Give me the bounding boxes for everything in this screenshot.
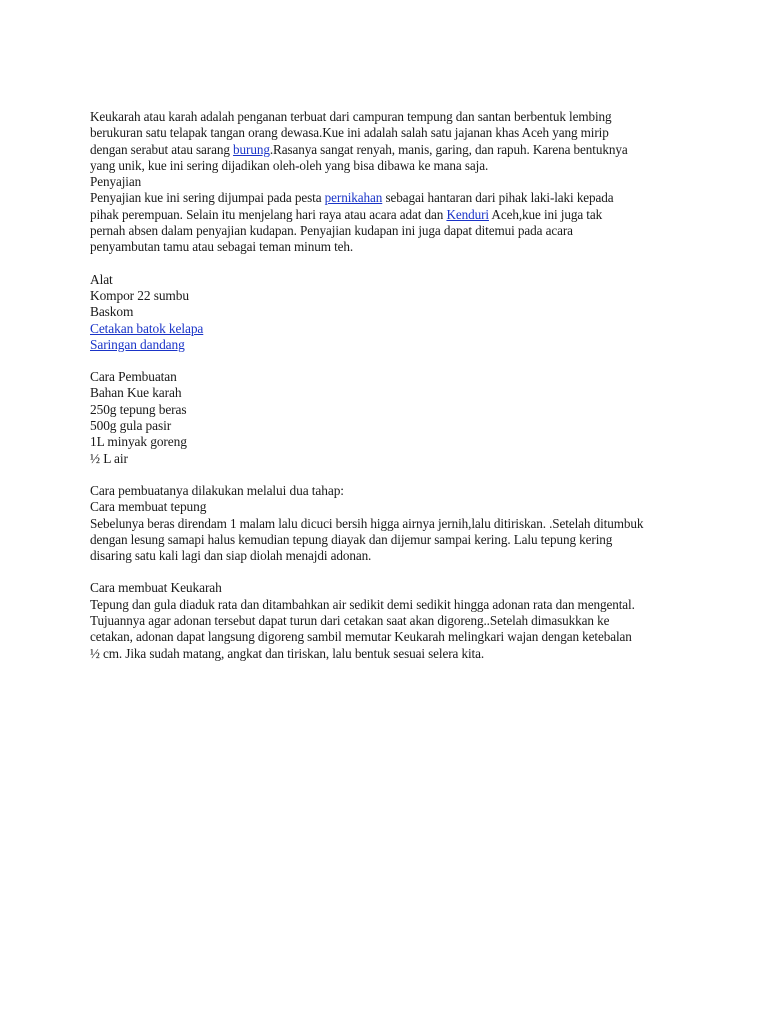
penyajian-line-2-text: pihak perempuan. Selain itu menjelang hari raya atau acara adat dan bbox=[90, 206, 447, 222]
intro-line-3-rest: .Rasanya sangat renyah, manis, garing, dan rapuh. Karena bentuknya bbox=[269, 141, 628, 157]
intro-line-3-text: dengan serabut atau sarang bbox=[90, 141, 234, 157]
tepung-line-1: Sebelunya beras direndam 1 malam lalu dicuci bersih higga airnya jernih,lalu ditiriskan. .Setelah ditumbuk bbox=[90, 515, 644, 531]
alat-heading: Alat bbox=[90, 271, 113, 287]
cara-pembuatan-heading: Cara Pembuatan bbox=[90, 369, 177, 385]
tepung-line-3: disaring satu kali lagi dan siap diolah menajdi adonan. bbox=[90, 548, 372, 564]
bahan-subheading: Bahan Kue karah bbox=[90, 385, 182, 401]
tepung-line-2: dengan lesung samapi halus kemudian tepung diayak dan dijemur sampai kering. Lalu tepung kering bbox=[90, 531, 613, 547]
intro-line-1: Keukarah atau karah adalah penganan terbuat dari campuran tempung dan santan berbentuk lembing bbox=[90, 109, 612, 124]
penyajian-line-1-rest: sebagai hantaran dari pihak laki-laki kepada bbox=[382, 190, 614, 206]
penyajian-line-1 bbox=[90, 190, 690, 206]
penyajian-line-2 bbox=[90, 207, 690, 223]
link-cetakan-batok-kelapa[interactable]: Cetakan batok kelapa bbox=[90, 320, 204, 336]
penyajian-line-2-rest: Aceh,kue ini juga tak bbox=[488, 206, 603, 222]
alat-item: Kompor 22 sumbu bbox=[90, 287, 189, 303]
document-body bbox=[90, 109, 690, 662]
penyajian-line-1-text: Penyajian kue ini sering dijumpai pada pesta bbox=[90, 190, 325, 206]
keukarah-line-3: cetakan, adonan dapat langsung digoreng sambil memutar Keukarah melingkari wajan dengan ketebalan bbox=[90, 629, 632, 645]
cara-intro: Cara pembuatanya dilakukan melalui dua tahap: bbox=[90, 482, 344, 498]
bahan-item: 500g gula pasir bbox=[90, 418, 172, 434]
alat-item: Baskom bbox=[90, 304, 134, 320]
bahan-item: ½ L air bbox=[90, 450, 128, 466]
link-kenduri[interactable]: Kenduri bbox=[446, 206, 489, 222]
keukarah-line-2: Tujuannya agar adonan tersebut dapat turun dari cetakan saat akan digoreng..Setelah dimasukkan ke bbox=[90, 613, 610, 629]
keukarah-heading: Cara membuat Keukarah bbox=[90, 580, 222, 596]
spacer bbox=[90, 467, 690, 483]
link-pernikahan[interactable]: pernikahan bbox=[324, 190, 383, 206]
bahan-item: 250g tepung beras bbox=[90, 401, 187, 417]
link-burung[interactable]: burung bbox=[233, 141, 270, 157]
tepung-heading: Cara membuat tepung bbox=[90, 499, 207, 515]
intro-line-4: yang unik, kue ini sering dijadikan oleh-oleh yang bisa dibawa ke mana saja. bbox=[90, 157, 489, 173]
spacer bbox=[90, 564, 690, 580]
alat-link-item bbox=[90, 321, 690, 337]
bahan-item: 1L minyak goreng bbox=[90, 434, 187, 450]
keukarah-line-1: Tepung dan gula diaduk rata dan ditambahkan air sedikit demi sedikit hingga adonan rata dan mengental. bbox=[90, 596, 635, 612]
intro-line-2: berukuran satu telapak tangan orang dewasa.Kue ini adalah salah satu jajanan khas Aceh yang mirip bbox=[90, 125, 609, 141]
spacer bbox=[90, 353, 690, 369]
keukarah-line-4: ½ cm. Jika sudah matang, angkat dan tiriskan, lalu bentuk sesuai selera kita. bbox=[90, 645, 485, 661]
alat-link-item bbox=[90, 337, 690, 353]
link-saringan-dandang[interactable]: Saringan dandang bbox=[90, 336, 185, 352]
penyajian-line-3: pernah absen dalam penyajian kudapan. Penyajian kudapan ini juga dapat ditemui pada acara bbox=[90, 223, 573, 239]
penyajian-heading: Penyajian bbox=[90, 174, 142, 190]
penyajian-line-4: penyambutan tamu atau sebagai teman minum teh. bbox=[90, 239, 354, 255]
spacer bbox=[90, 256, 690, 272]
intro-line-3 bbox=[90, 142, 690, 158]
